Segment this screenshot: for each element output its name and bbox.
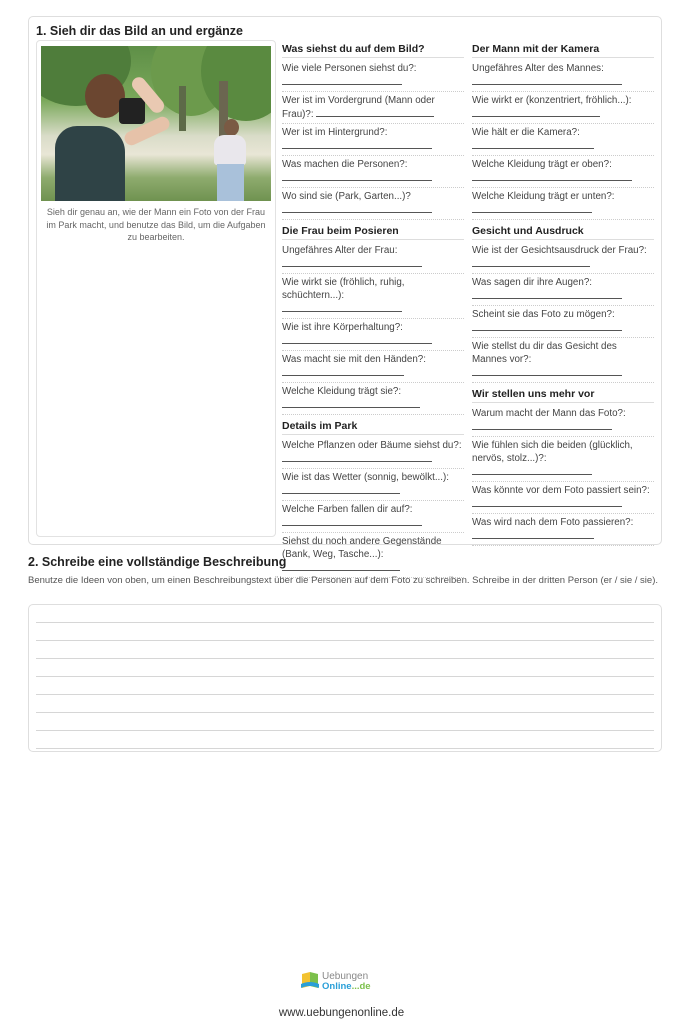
section-heading: Details im Park <box>282 420 464 435</box>
task1-title: 1. Sieh dir das Bild an und ergänze <box>36 24 243 38</box>
answer-blank[interactable] <box>282 452 432 462</box>
question-label: Welche Pflanzen oder Bäume siehst du?: <box>282 440 462 451</box>
question-label: Was könnte vor dem Foto passiert sein?: <box>472 485 650 496</box>
answer-blank[interactable] <box>282 75 402 85</box>
writing-area[interactable] <box>28 604 662 752</box>
question-label: Wer ist im Vordergrund (Mann oder Frau)?: <box>282 95 435 120</box>
answer-blank[interactable] <box>282 139 432 149</box>
question-label: Welche Kleidung trägt sie?: <box>282 386 402 397</box>
question-row <box>282 351 464 383</box>
answer-blank[interactable] <box>282 203 432 213</box>
question-label: Was wird nach dem Foto passieren?: <box>472 517 634 528</box>
answer-blank[interactable] <box>472 139 594 149</box>
section-heading: Gesicht und Ausdruck <box>472 225 654 240</box>
question-label: Wie wirkt sie (fröhlich, ruhig, schüchtern...): <box>282 277 405 301</box>
footer-url[interactable]: www.uebungenonline.de <box>278 1007 405 1019</box>
writing-line <box>36 712 654 713</box>
section-heading: Der Mann mit der Kamera <box>472 43 654 58</box>
question-row <box>282 188 464 220</box>
question-section <box>282 43 464 220</box>
question-row <box>472 338 654 383</box>
question-label: Was macht sie mit den Händen?: <box>282 354 426 365</box>
svg-text:Online...de: Online...de <box>322 981 371 992</box>
question-label: Wie hält er die Kamera?: <box>472 127 580 138</box>
image-caption: Sieh dir genau an, wie der Mann ein Foto von der Frau im Park macht, und benutze das Bild, um die Aufgaben zu bearbeiten. <box>46 207 266 242</box>
question-section <box>282 420 464 578</box>
question-label: Was machen die Personen?: <box>282 159 408 170</box>
question-row <box>282 533 464 578</box>
question-row <box>472 274 654 306</box>
writing-line <box>36 640 654 641</box>
question-row <box>282 242 464 274</box>
answer-blank[interactable] <box>282 484 400 494</box>
answer-blank[interactable] <box>316 107 434 117</box>
answer-blank[interactable] <box>282 171 432 181</box>
question-label: Wo sind sie (Park, Garten...)? <box>282 191 411 202</box>
task2-title: 2. Schreibe eine vollständige Beschreibung <box>28 555 287 569</box>
question-row <box>282 124 464 156</box>
question-label: Wie ist der Gesichtsausdruck der Frau?: <box>472 245 647 256</box>
park-photo <box>41 46 271 201</box>
answer-blank[interactable] <box>282 366 404 376</box>
question-row <box>472 482 654 514</box>
question-row <box>472 242 654 274</box>
writing-line <box>36 694 654 695</box>
question-label: Wer ist im Hintergrund?: <box>282 127 388 138</box>
question-section <box>472 43 654 220</box>
question-column-right <box>472 43 654 551</box>
answer-blank[interactable] <box>472 289 622 299</box>
answer-blank[interactable] <box>282 561 400 571</box>
writing-line <box>36 658 654 659</box>
question-label: Ungefähres Alter der Frau: <box>282 245 398 256</box>
question-label: Warum macht der Mann das Foto?: <box>472 408 626 419</box>
answer-blank[interactable] <box>282 516 422 526</box>
question-label: Welche Kleidung trägt er unten?: <box>472 191 615 202</box>
question-row <box>472 188 654 220</box>
question-row <box>282 437 464 469</box>
answer-blank[interactable] <box>472 420 612 430</box>
question-label: Wie ist ihre Körperhaltung?: <box>282 322 403 333</box>
question-label: Siehst du noch andere Gegenstände (Bank, Weg, Tasche...): <box>282 536 442 560</box>
question-row <box>472 306 654 338</box>
question-label: Wie ist das Wetter (sonnig, bewölkt...): <box>282 472 449 483</box>
question-label: Welche Kleidung trägt er oben?: <box>472 159 612 170</box>
svg-text:Uebungen: Uebungen <box>322 971 369 982</box>
question-row <box>472 156 654 188</box>
answer-blank[interactable] <box>282 398 420 408</box>
uebungenonline-logo <box>300 968 384 992</box>
question-section <box>472 225 654 383</box>
question-row <box>282 156 464 188</box>
question-row <box>472 437 654 482</box>
question-label: Wie fühlen sich die beiden (glücklich, nervös, stolz...)?: <box>472 440 633 464</box>
answer-blank[interactable] <box>472 465 592 475</box>
answer-blank[interactable] <box>472 257 590 267</box>
writing-line <box>36 730 654 731</box>
question-column-left <box>282 43 464 583</box>
question-section <box>282 225 464 415</box>
writing-line <box>36 748 654 749</box>
question-row <box>282 319 464 351</box>
question-row <box>282 501 464 533</box>
writing-line <box>36 676 654 677</box>
section-heading: Wir stellen uns mehr vor <box>472 388 654 403</box>
question-row <box>282 383 464 415</box>
answer-blank[interactable] <box>282 302 402 312</box>
answer-blank[interactable] <box>472 75 622 85</box>
question-section <box>472 388 654 546</box>
question-label: Scheint sie das Foto zu mögen?: <box>472 309 615 320</box>
answer-blank[interactable] <box>282 257 422 267</box>
answer-blank[interactable] <box>472 203 592 213</box>
answer-blank[interactable] <box>472 107 600 117</box>
question-row <box>282 274 464 319</box>
answer-blank[interactable] <box>472 497 622 507</box>
answer-blank[interactable] <box>282 334 432 344</box>
question-label: Welche Farben fallen dir auf?: <box>282 504 413 515</box>
section-heading: Die Frau beim Posieren <box>282 225 464 240</box>
question-row <box>472 514 654 546</box>
question-label: Ungefähres Alter des Mannes: <box>472 63 604 74</box>
question-label: Wie viele Personen siehst du?: <box>282 63 417 74</box>
question-label: Wie wirkt er (konzentriert, fröhlich...): <box>472 95 632 106</box>
answer-blank[interactable] <box>472 529 594 539</box>
answer-blank[interactable] <box>472 321 622 331</box>
image-card <box>36 40 276 537</box>
section-heading: Was siehst du auf dem Bild? <box>282 43 464 58</box>
question-row <box>472 92 654 124</box>
task2-description: Benutze die Ideen von oben, um einen Beschreibungstext über die Personen auf dem Foto zu schreiben. Schreibe in der dritten Person (er / sie / sie). <box>28 575 659 586</box>
writing-line <box>36 622 654 623</box>
question-label: Was sagen dir ihre Augen?: <box>472 277 592 288</box>
answer-blank[interactable] <box>472 171 632 181</box>
answer-blank[interactable] <box>472 366 622 376</box>
question-row <box>472 124 654 156</box>
question-row <box>472 405 654 437</box>
question-row <box>472 60 654 92</box>
question-row <box>282 469 464 501</box>
question-row <box>282 92 464 124</box>
question-row <box>282 60 464 92</box>
question-label: Wie stellst du dir das Gesicht des Mannes vor?: <box>472 341 617 365</box>
